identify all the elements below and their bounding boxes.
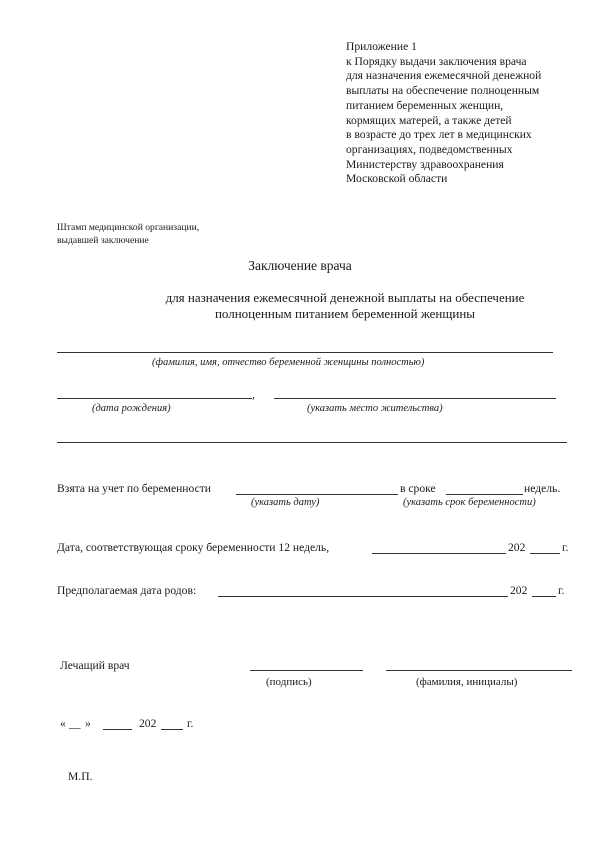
- date-g: г.: [187, 717, 194, 730]
- date-month-field-line[interactable]: [103, 729, 132, 730]
- address-continuation-line[interactable]: [57, 442, 567, 443]
- date-quote-open: «: [60, 717, 66, 730]
- doctor-label: Лечащий врач: [60, 659, 130, 672]
- date-year-field-line[interactable]: [161, 729, 183, 730]
- stamp-label-line2: выдавшей заключение: [57, 235, 149, 246]
- birth-date-hint: (дата рождения): [92, 403, 171, 414]
- signature-hint: (подпись): [266, 676, 312, 688]
- appendix-line: для назначения ежемесячной денежной: [346, 69, 542, 83]
- comma: ,: [252, 388, 255, 401]
- registered-label: Взята на учет по беременности: [57, 482, 212, 495]
- name-field-line[interactable]: [386, 670, 572, 671]
- document-title: Заключение врача: [248, 258, 352, 273]
- appendix-line: Приложение 1: [346, 40, 417, 53]
- appendix-line: организациях, подведомственных: [346, 142, 513, 156]
- appendix-line: выплаты на обеспечение полноценным: [346, 84, 540, 98]
- due-g: г.: [558, 584, 565, 597]
- fio-field-line[interactable]: [57, 352, 553, 353]
- week12-date-field-line[interactable]: [372, 553, 506, 554]
- term-hint: (указать срок беременности): [403, 497, 536, 508]
- document-subtitle: [40, 290, 600, 322]
- week12-g: г.: [562, 541, 569, 554]
- weeks-label: недель.: [524, 482, 561, 495]
- address-field-line[interactable]: [274, 398, 556, 399]
- term-weeks-field-line[interactable]: [446, 494, 523, 495]
- date-day-blank: __: [69, 717, 81, 730]
- appendix-line: к Порядку выдачи заключения врача: [346, 54, 527, 68]
- date-year: 202: [139, 717, 157, 730]
- due-date-label: Предполагаемая дата родов:: [57, 584, 197, 597]
- subtitle-line1: для назначения ежемесячной денежной выплаты на обеспечение: [165, 290, 525, 305]
- due-year-field-line[interactable]: [532, 596, 556, 597]
- registered-date-hint: (указать дату): [251, 497, 320, 508]
- subtitle-line2: полноценным питанием беременной женщины: [214, 306, 476, 321]
- week12-year: 202: [508, 541, 526, 554]
- appendix-line: кормящих матерей, а также детей: [346, 113, 512, 127]
- week12-label: Дата, соответствующая сроку беременности 12 недель,: [57, 541, 330, 554]
- appendix-line: питанием беременных женщин,: [346, 98, 504, 112]
- address-hint: (указать место жительства): [307, 403, 443, 414]
- due-year: 202: [510, 584, 528, 597]
- name-hint: (фамилия, инициалы): [416, 676, 518, 688]
- appendix-block: [346, 40, 541, 187]
- date-quote-close: »: [85, 717, 91, 730]
- seal-label: М.П.: [68, 770, 93, 783]
- week12-year-field-line[interactable]: [530, 553, 560, 554]
- stamp-label-line1: Штамп медицинской организации,: [57, 222, 200, 233]
- in-term-label: в сроке: [400, 482, 436, 495]
- due-date-field-line[interactable]: [218, 596, 508, 597]
- birth-date-field-line[interactable]: [57, 398, 252, 399]
- appendix-line: Министерству здравоохранения: [346, 157, 504, 171]
- signature-field-line[interactable]: [250, 670, 363, 671]
- appendix-line: Московской области: [346, 172, 448, 186]
- fio-hint: (фамилия, имя, отчество беременной женщины полностью): [152, 357, 425, 368]
- registered-date-field-line[interactable]: [236, 494, 398, 495]
- appendix-line: в возрасте до трех лет в медицинских: [346, 128, 532, 142]
